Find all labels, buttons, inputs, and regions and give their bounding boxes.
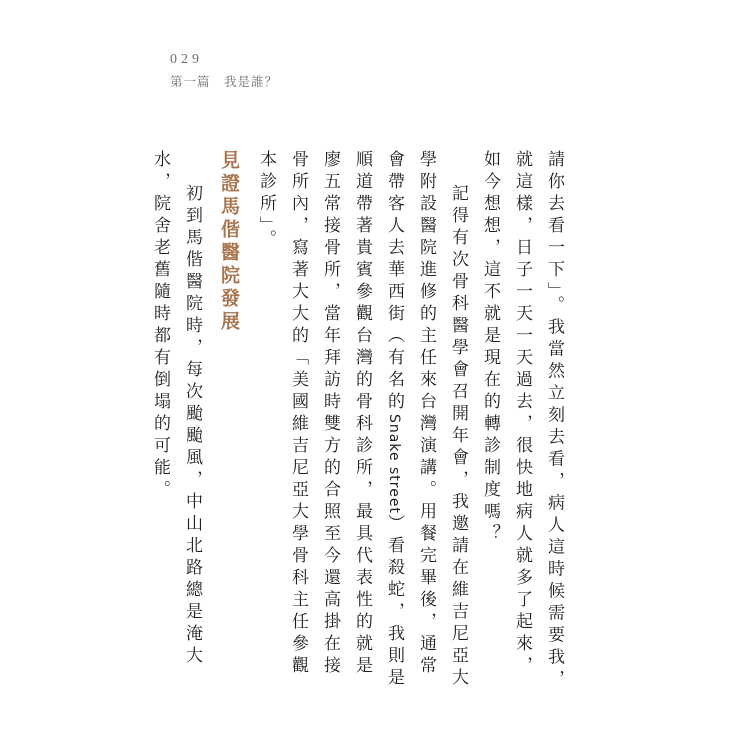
paragraph-2-continued: ）看殺蛇，我則是順道帶著貴賓參觀台灣的骨科診所，最具代表性的就是廖五常接骨所，當年拜訪時雙方的合照至今還高掛在接骨所內，寫著大大的「美國維吉尼亞大學骨科主任參觀本診所」。 [256, 150, 404, 690]
paragraph-2 [250, 150, 474, 695]
page-number: 029 [170, 52, 203, 67]
paragraph-3: 初到馬偕醫院時，每次颱颱風，中山北路總是淹大水，院舍老舊隨時都有倒塌的可能。 [150, 150, 202, 668]
vertical-body-text [150, 150, 570, 695]
section-heading: 見證馬偕醫院發展 [218, 150, 240, 334]
paragraph-1: 請你去看一下」。我當然立刻去看，病人這時候需要我，就這樣，日子一天一天過去，很快地病人就多了起來，如今想想，這不就是現在的轉診制度嗎？ [480, 150, 564, 692]
paragraph-2-text: 記得有次骨科醫學會召開年會，我邀請在維吉尼亞大學附設醫院進修的主任來台灣演講。用餐完畢後，通常會帶客人去華西街（有名的 [384, 150, 468, 690]
snake-street-term: Snake street [386, 414, 402, 514]
running-header-title: 第一篇 我是誰？ [170, 74, 279, 89]
